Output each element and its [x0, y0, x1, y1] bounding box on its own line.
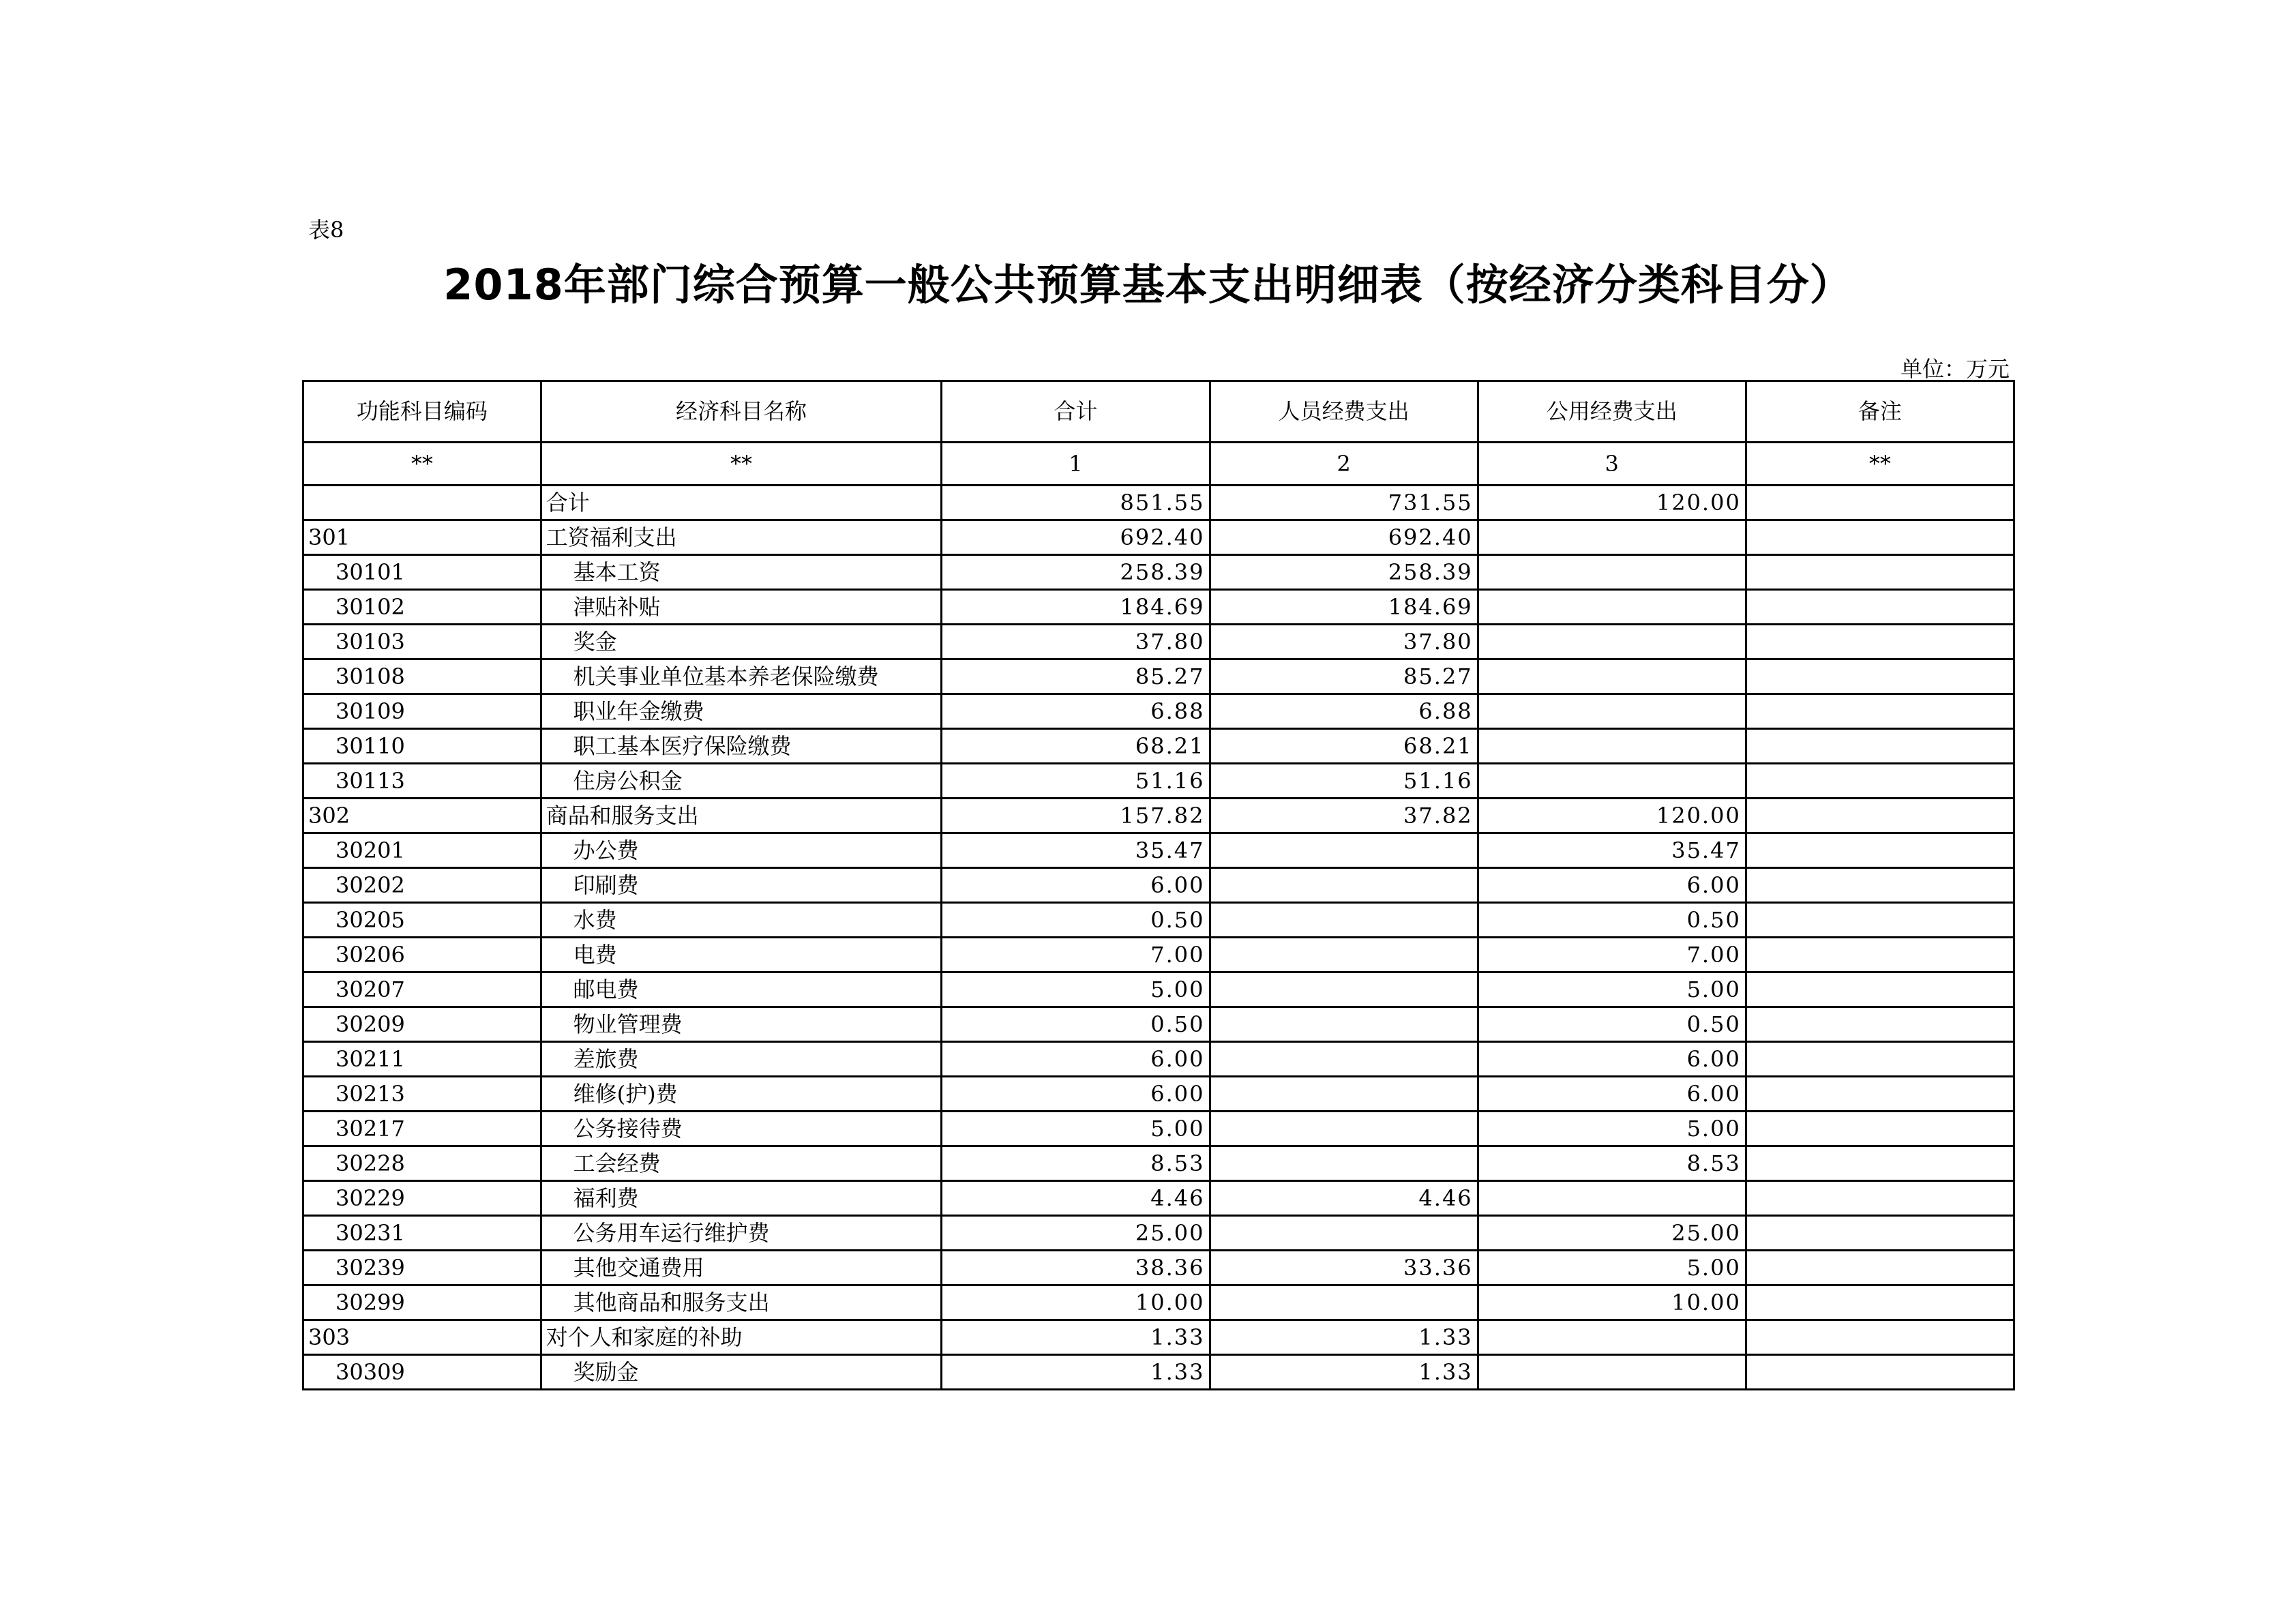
- cell-personnel: [1210, 1216, 1478, 1251]
- cell-public: [1478, 659, 1746, 694]
- cell-name: 对个人和家庭的补助: [541, 1320, 942, 1355]
- cell-code: 30202: [303, 868, 541, 903]
- cell-total: 258.39: [942, 555, 1210, 590]
- cell-note: [1746, 659, 2014, 694]
- cell-personnel: 33.36: [1210, 1251, 1478, 1285]
- cell-personnel: [1210, 1146, 1478, 1181]
- subheader-personnel: 2: [1210, 443, 1478, 486]
- unit-label: 单位：万元: [1900, 356, 2010, 382]
- cell-total: 0.50: [942, 903, 1210, 938]
- cell-public: 0.50: [1478, 1007, 1746, 1042]
- cell-note: [1746, 1355, 2014, 1390]
- cell-personnel: [1210, 1077, 1478, 1112]
- cell-name: 职业年金缴费: [541, 694, 942, 729]
- table-row: [303, 1320, 2014, 1355]
- cell-total: 0.50: [942, 1007, 1210, 1042]
- cell-name: 奖金: [541, 625, 942, 659]
- cell-name: 机关事业单位基本养老保险缴费: [541, 659, 942, 694]
- cell-code: 303: [303, 1320, 541, 1355]
- cell-public: 25.00: [1478, 1216, 1746, 1251]
- header-personnel: 人员经费支出: [1210, 381, 1478, 443]
- subheader-note: **: [1746, 443, 2014, 486]
- subheader-row: [303, 443, 2014, 486]
- cell-public: [1478, 1320, 1746, 1355]
- cell-personnel: [1210, 972, 1478, 1007]
- cell-code: 30299: [303, 1285, 541, 1320]
- cell-note: [1746, 1181, 2014, 1216]
- cell-name: 工会经费: [541, 1146, 942, 1181]
- cell-note: [1746, 555, 2014, 590]
- cell-name: 合计: [541, 486, 942, 520]
- cell-code: 30206: [303, 938, 541, 972]
- cell-name: 商品和服务支出: [541, 799, 942, 833]
- cell-total: 5.00: [942, 972, 1210, 1007]
- cell-public: [1478, 764, 1746, 799]
- cell-name: 职工基本医疗保险缴费: [541, 729, 942, 764]
- cell-public: 6.00: [1478, 1077, 1746, 1112]
- cell-note: [1746, 1251, 2014, 1285]
- cell-total: 4.46: [942, 1181, 1210, 1216]
- cell-public: 120.00: [1478, 486, 1746, 520]
- cell-code: 30217: [303, 1112, 541, 1146]
- cell-name: 办公费: [541, 833, 942, 868]
- table-row: [303, 1355, 2014, 1390]
- cell-personnel: 692.40: [1210, 520, 1478, 555]
- cell-public: 35.47: [1478, 833, 1746, 868]
- table-row: [303, 1285, 2014, 1320]
- table-row: [303, 938, 2014, 972]
- subheader-code: **: [303, 443, 541, 486]
- cell-total: 5.00: [942, 1112, 1210, 1146]
- cell-name: 邮电费: [541, 972, 942, 1007]
- table-row: [303, 903, 2014, 938]
- table-row: [303, 764, 2014, 799]
- table-row: [303, 1251, 2014, 1285]
- cell-personnel: 37.80: [1210, 625, 1478, 659]
- cell-note: [1746, 764, 2014, 799]
- table-row: [303, 659, 2014, 694]
- cell-name: 奖励金: [541, 1355, 942, 1390]
- table-row: [303, 555, 2014, 590]
- table-row: [303, 1146, 2014, 1181]
- cell-total: 1.33: [942, 1320, 1210, 1355]
- cell-personnel: 184.69: [1210, 590, 1478, 625]
- subheader-name: **: [541, 443, 942, 486]
- cell-total: 6.00: [942, 1077, 1210, 1112]
- cell-note: [1746, 694, 2014, 729]
- cell-note: [1746, 486, 2014, 520]
- table-row: [303, 625, 2014, 659]
- table-row: [303, 729, 2014, 764]
- cell-note: [1746, 938, 2014, 972]
- cell-name: 住房公积金: [541, 764, 942, 799]
- cell-code: 30101: [303, 555, 541, 590]
- cell-personnel: 1.33: [1210, 1355, 1478, 1390]
- cell-code: 30309: [303, 1355, 541, 1390]
- cell-note: [1746, 1077, 2014, 1112]
- cell-total: 157.82: [942, 799, 1210, 833]
- cell-personnel: [1210, 833, 1478, 868]
- header-row: [303, 381, 2014, 443]
- cell-total: 51.16: [942, 764, 1210, 799]
- table-row: [303, 972, 2014, 1007]
- cell-code: 30103: [303, 625, 541, 659]
- cell-name: 工资福利支出: [541, 520, 942, 555]
- cell-public: 8.53: [1478, 1146, 1746, 1181]
- subheader-public: 3: [1478, 443, 1746, 486]
- header-total: 合计: [942, 381, 1210, 443]
- cell-total: 8.53: [942, 1146, 1210, 1181]
- cell-name: 津贴补贴: [541, 590, 942, 625]
- cell-personnel: 68.21: [1210, 729, 1478, 764]
- cell-public: 120.00: [1478, 799, 1746, 833]
- cell-code: 30108: [303, 659, 541, 694]
- cell-note: [1746, 625, 2014, 659]
- cell-public: 0.50: [1478, 903, 1746, 938]
- cell-code: 30110: [303, 729, 541, 764]
- cell-code: 30213: [303, 1077, 541, 1112]
- cell-public: [1478, 1181, 1746, 1216]
- cell-total: 37.80: [942, 625, 1210, 659]
- cell-personnel: [1210, 868, 1478, 903]
- cell-note: [1746, 729, 2014, 764]
- cell-public: [1478, 520, 1746, 555]
- cell-name: 水费: [541, 903, 942, 938]
- cell-public: [1478, 694, 1746, 729]
- cell-public: [1478, 1355, 1746, 1390]
- cell-total: 6.88: [942, 694, 1210, 729]
- cell-personnel: [1210, 1285, 1478, 1320]
- cell-name: 公务用车运行维护费: [541, 1216, 942, 1251]
- cell-public: 7.00: [1478, 938, 1746, 972]
- cell-code: [303, 486, 541, 520]
- budget-table: [302, 380, 2015, 1390]
- cell-name: 基本工资: [541, 555, 942, 590]
- cell-code: 301: [303, 520, 541, 555]
- cell-total: 38.36: [942, 1251, 1210, 1285]
- cell-name: 物业管理费: [541, 1007, 942, 1042]
- cell-name: 印刷费: [541, 868, 942, 903]
- cell-note: [1746, 1216, 2014, 1251]
- cell-name: 其他交通费用: [541, 1251, 942, 1285]
- cell-personnel: [1210, 1042, 1478, 1077]
- cell-total: 1.33: [942, 1355, 1210, 1390]
- cell-personnel: [1210, 1007, 1478, 1042]
- subheader-total: 1: [942, 443, 1210, 486]
- table-row: [303, 868, 2014, 903]
- cell-public: [1478, 555, 1746, 590]
- cell-public: 5.00: [1478, 1251, 1746, 1285]
- cell-personnel: 6.88: [1210, 694, 1478, 729]
- cell-public: [1478, 729, 1746, 764]
- cell-note: [1746, 972, 2014, 1007]
- cell-total: 184.69: [942, 590, 1210, 625]
- cell-code: 30113: [303, 764, 541, 799]
- table-row: [303, 799, 2014, 833]
- table-row: [303, 694, 2014, 729]
- cell-total: 692.40: [942, 520, 1210, 555]
- cell-code: 30209: [303, 1007, 541, 1042]
- cell-total: 7.00: [942, 938, 1210, 972]
- cell-total: 851.55: [942, 486, 1210, 520]
- cell-code: 302: [303, 799, 541, 833]
- header-name: 经济科目名称: [541, 381, 942, 443]
- cell-public: [1478, 590, 1746, 625]
- table-row: [303, 486, 2014, 520]
- cell-code: 30207: [303, 972, 541, 1007]
- cell-public: 5.00: [1478, 972, 1746, 1007]
- cell-note: [1746, 1320, 2014, 1355]
- cell-code: 30229: [303, 1181, 541, 1216]
- table-row: [303, 1007, 2014, 1042]
- cell-code: 30205: [303, 903, 541, 938]
- page-title: 2018年部门综合预算一般公共预算基本支出明细表（按经济分类科目分）: [443, 260, 1853, 310]
- header-note: 备注: [1746, 381, 2014, 443]
- table-row: [303, 1216, 2014, 1251]
- cell-note: [1746, 833, 2014, 868]
- header-public: 公用经费支出: [1478, 381, 1746, 443]
- cell-note: [1746, 1112, 2014, 1146]
- table-row: [303, 1112, 2014, 1146]
- cell-name: 电费: [541, 938, 942, 972]
- cell-personnel: 37.82: [1210, 799, 1478, 833]
- cell-personnel: 731.55: [1210, 486, 1478, 520]
- cell-personnel: 258.39: [1210, 555, 1478, 590]
- cell-personnel: 85.27: [1210, 659, 1478, 694]
- cell-personnel: 1.33: [1210, 1320, 1478, 1355]
- cell-total: 10.00: [942, 1285, 1210, 1320]
- table-row: [303, 1181, 2014, 1216]
- cell-public: 6.00: [1478, 868, 1746, 903]
- cell-personnel: [1210, 1112, 1478, 1146]
- cell-note: [1746, 799, 2014, 833]
- cell-name: 其他商品和服务支出: [541, 1285, 942, 1320]
- cell-name: 差旅费: [541, 1042, 942, 1077]
- cell-personnel: [1210, 938, 1478, 972]
- table-row: [303, 833, 2014, 868]
- cell-total: 6.00: [942, 1042, 1210, 1077]
- cell-code: 30201: [303, 833, 541, 868]
- cell-public: 10.00: [1478, 1285, 1746, 1320]
- cell-note: [1746, 903, 2014, 938]
- cell-personnel: 51.16: [1210, 764, 1478, 799]
- cell-code: 30239: [303, 1251, 541, 1285]
- cell-code: 30231: [303, 1216, 541, 1251]
- cell-note: [1746, 520, 2014, 555]
- cell-note: [1746, 1285, 2014, 1320]
- cell-note: [1746, 1146, 2014, 1181]
- table-body: [303, 486, 2014, 1390]
- cell-total: 68.21: [942, 729, 1210, 764]
- cell-public: 5.00: [1478, 1112, 1746, 1146]
- cell-code: 30109: [303, 694, 541, 729]
- table-row: [303, 590, 2014, 625]
- table-row: [303, 1042, 2014, 1077]
- cell-total: 35.47: [942, 833, 1210, 868]
- table-row: [303, 520, 2014, 555]
- cell-code: 30211: [303, 1042, 541, 1077]
- cell-public: [1478, 625, 1746, 659]
- cell-code: 30228: [303, 1146, 541, 1181]
- cell-public: 6.00: [1478, 1042, 1746, 1077]
- cell-name: 公务接待费: [541, 1112, 942, 1146]
- header-code: 功能科目编码: [303, 381, 541, 443]
- cell-note: [1746, 1042, 2014, 1077]
- cell-note: [1746, 1007, 2014, 1042]
- table-row: [303, 1077, 2014, 1112]
- cell-note: [1746, 590, 2014, 625]
- table-label: 表8: [308, 217, 344, 243]
- cell-total: 25.00: [942, 1216, 1210, 1251]
- cell-name: 福利费: [541, 1181, 942, 1216]
- cell-code: 30102: [303, 590, 541, 625]
- cell-note: [1746, 868, 2014, 903]
- cell-name: 维修(护)费: [541, 1077, 942, 1112]
- cell-total: 85.27: [942, 659, 1210, 694]
- cell-personnel: 4.46: [1210, 1181, 1478, 1216]
- cell-total: 6.00: [942, 868, 1210, 903]
- cell-personnel: [1210, 903, 1478, 938]
